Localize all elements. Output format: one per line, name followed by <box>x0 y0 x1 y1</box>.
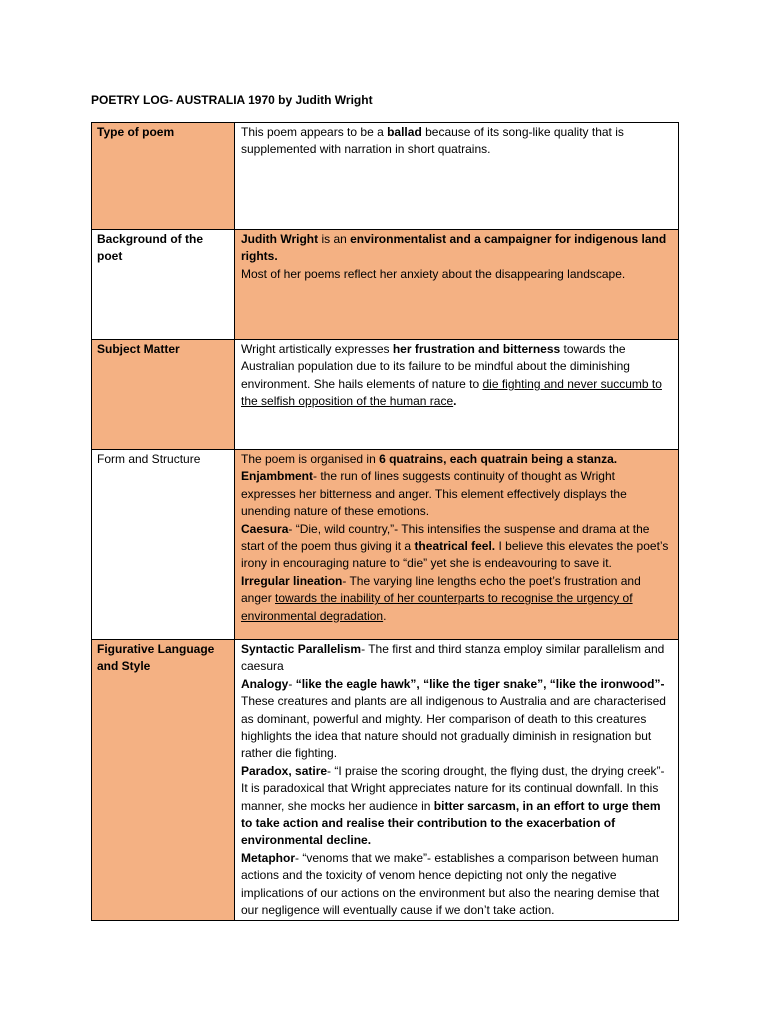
table-row <box>92 230 679 340</box>
table-row <box>92 340 679 450</box>
text-run: Wright artistically expresses <box>241 342 393 356</box>
text-run: - “Die, wild country,”- This intensifies the suspense and drama at the start of the poem thus giving it a <box>241 521 650 554</box>
text-run-bold: Caesura <box>241 521 289 536</box>
table-row <box>92 450 679 640</box>
text-run-bold: ballad <box>387 125 422 139</box>
text-run: . <box>383 608 387 623</box>
text-run: is an <box>318 232 351 246</box>
text-run: This poem appears to be a <box>241 125 388 139</box>
table-row <box>92 640 679 921</box>
row-content <box>235 340 678 411</box>
text-run: - The first and third stanza employ similar parallelism and caesura <box>241 642 665 674</box>
row-label-cell <box>92 230 235 340</box>
text-run: - “I praise the scoring drought, the flying dust, the drying creek”- It is paradoxical that Wright appreciates nature for its continual downfall. In this manner, she mocks her audience in <box>241 763 665 813</box>
text-run: I believe this elevates the poet’s irony in encouraging nature to “die” yet she is endeavouring to save it. <box>241 539 669 571</box>
text-run: Most of her poems reflect her anxiety about the disappearing landscape. <box>241 266 626 281</box>
text-run: The poem is organised in <box>241 452 380 466</box>
page-title: POETRY LOG- AUSTRALIA 1970 by Judith Wright <box>91 93 373 107</box>
text-run-bold: . <box>453 394 457 409</box>
text-run-bold: her frustration and bitterness <box>392 342 561 356</box>
text-run: - <box>288 676 296 691</box>
text-run: because of its song-like quality that is supplemented with narration in short quatrains. <box>241 125 624 157</box>
text-run-bold: Enjambment <box>241 469 314 484</box>
poetry-log-table <box>91 122 679 921</box>
text-run: - the run of lines suggests continuity of thought as Wright expresses her bitterness and anger. This element effectively displays the unending nature of these emotions. <box>241 469 627 519</box>
row-label: Background of the poet <box>97 232 204 264</box>
row-content <box>235 123 678 159</box>
text-run-bold: Paradox, satire <box>241 763 328 778</box>
text-run-bold: Analogy <box>241 676 289 691</box>
row-label: Form and Structure <box>97 452 201 466</box>
text-run-bold: environmentalist and a campaigner for indigenous land rights. <box>241 232 667 264</box>
row-content-cell <box>235 230 679 340</box>
row-label-cell <box>92 450 235 640</box>
text-run-bold: bitter sarcasm, in an effort to urge them to take action and realise their contribution to the exacerbation of environmental decline. <box>241 798 661 848</box>
text-run-bold: Metaphor <box>241 850 295 865</box>
row-label-cell <box>92 640 235 921</box>
text-run: towards the Australian population due to its failure to be mindful about the diminishing environment. She hails elements of nature to <box>241 342 630 391</box>
row-content-cell <box>235 450 679 640</box>
row-label-cell <box>92 123 235 230</box>
row-label: Subject Matter <box>97 342 180 356</box>
row-content <box>235 230 678 283</box>
text-run: - “venoms that we make”- establishes a comparison between human actions and the toxicity of venom hence depicting not only the negative implications of our actions on the environment but also the nearing demise that our negligence will eventually cause if we don’t take action. <box>241 850 660 918</box>
text-run: - The varying line lengths echo the poet’s frustration and anger <box>241 573 641 606</box>
row-content-cell <box>235 340 679 450</box>
row-content <box>235 640 678 920</box>
text-run-bold: theatrical feel. <box>414 539 496 554</box>
text-run: These creatures and plants are all indigenous to Australia and are characterised as dominant, powerful and mighty. Her comparison of death to this creatures highlights the idea that nature should not gradually diminish in resignation but rather die fighting. <box>241 694 666 761</box>
text-run-bold: “like the eagle hawk”, “like the tiger snake”, “like the ironwood”- <box>295 676 665 691</box>
text-run-underlined: die fighting and never succumb to the selfish opposition of the human race <box>241 376 662 409</box>
row-label: Type of poem <box>97 125 175 139</box>
row-label-cell <box>92 340 235 450</box>
row-content-cell <box>235 640 679 921</box>
text-run-bold: Syntactic Parallelism <box>241 642 362 656</box>
row-content <box>235 450 678 625</box>
row-label: Figurative Language and Style <box>97 642 215 674</box>
text-run-bold: 6 quatrains, each quatrain being a stanza. <box>379 452 618 466</box>
text-run-bold: Irregular lineation <box>241 573 343 588</box>
row-content-cell <box>235 123 679 230</box>
table-row <box>92 123 679 230</box>
text-run-bold: Judith Wright <box>241 232 319 246</box>
text-run-underlined: towards the inability of her counterparts to recognise the urgency of environmental degradation <box>241 591 633 623</box>
